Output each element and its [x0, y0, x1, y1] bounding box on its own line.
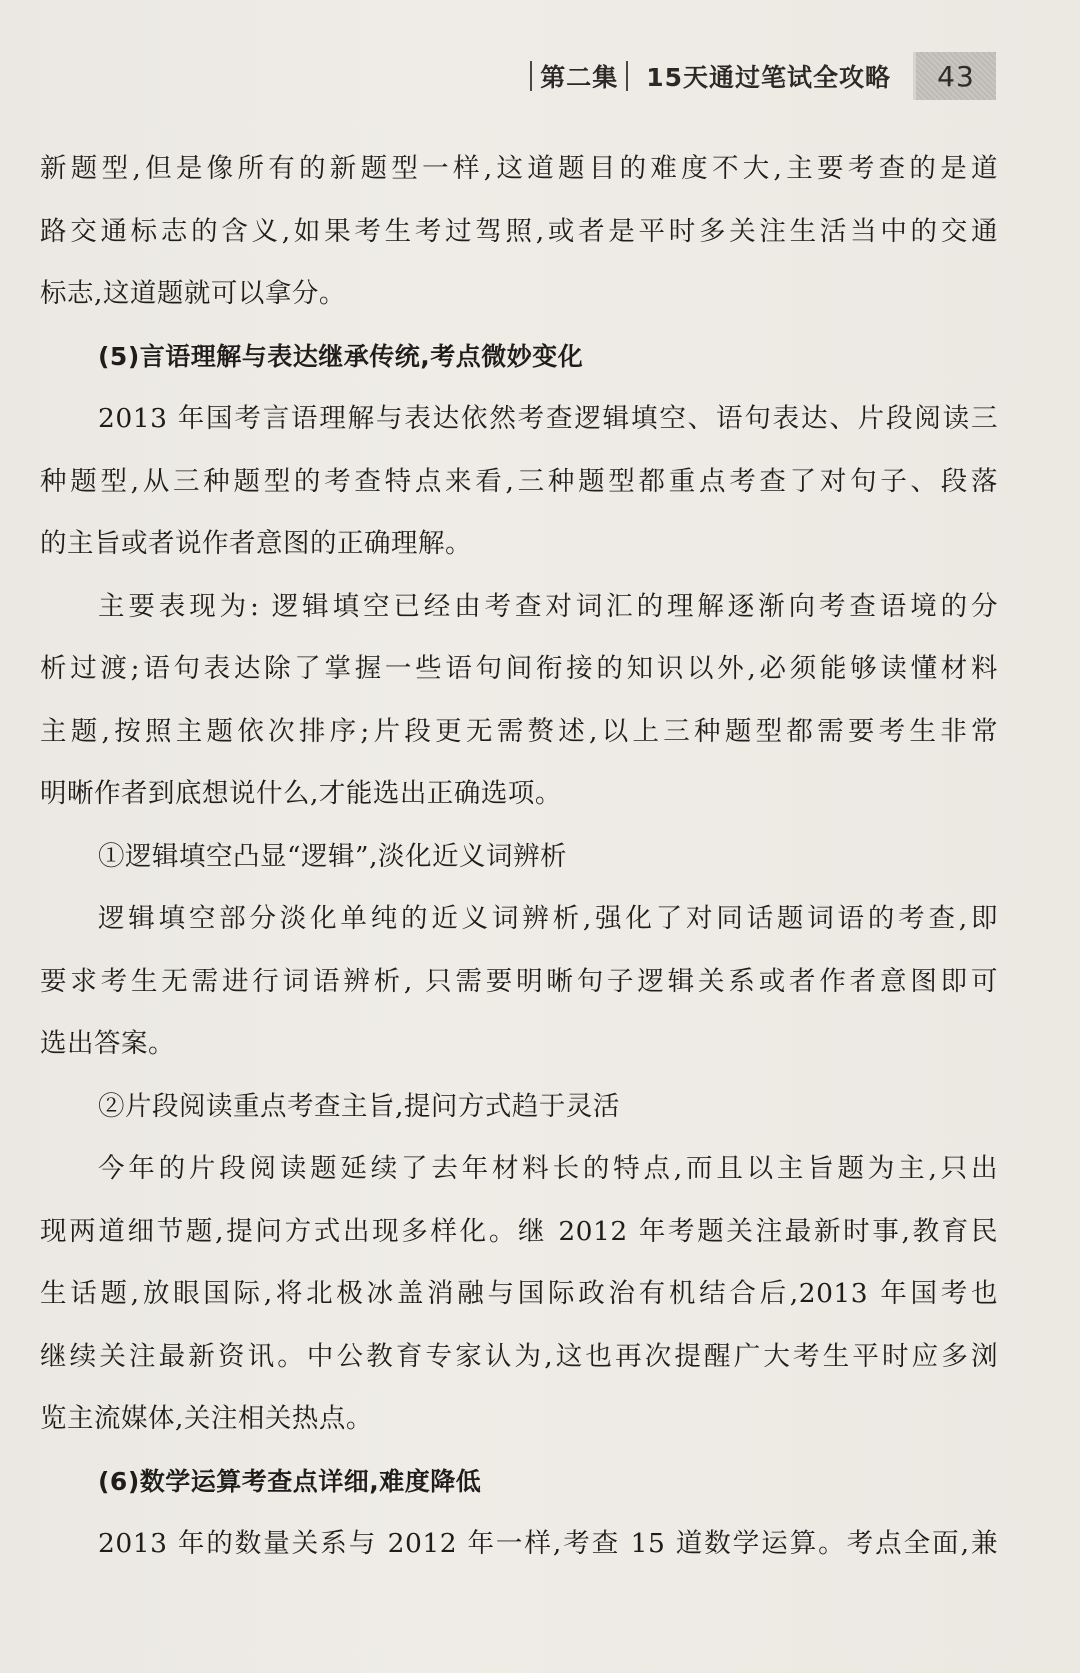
text-line: 种题型,从三种题型的考查特点来看,三种题型都重点考查了对句子、段落 — [40, 465, 998, 497]
text-line: 路交通标志的含义,如果考生考过驾照,或者是平时多关注生活当中的交通 — [40, 215, 998, 247]
section-heading: (5)言语理解与表达继承传统,考点微妙变化 — [98, 341, 584, 371]
text-line: 逻辑填空部分淡化单纯的近义词辨析,强化了对同话题词语的考查,即 — [98, 903, 998, 934]
subsection-heading: ②片段阅读重点考查主旨,提问方式趋于灵活 — [98, 1090, 620, 1122]
text-line: 明晰作者到底想说什么,才能选出正确选项。 — [40, 778, 562, 809]
text-line: 生话题,放眼国际,将北极冰盖消融与国际政治有机结合后,2013 年国考也 — [40, 1278, 998, 1309]
text-line: 览主流媒体,关注相关热点。 — [40, 1403, 373, 1434]
header-divider-left — [530, 61, 532, 91]
header-title: 15天通过笔试全攻略 — [646, 63, 891, 92]
text-line: 要求考生无需进行词语辨析, 只需要明晰句子逻辑关系或者作者意图即可 — [40, 965, 998, 997]
text-line: 主题,按照主题依次排序;片段更无需赘述,以上三种题型都需要考生非常 — [40, 715, 998, 747]
text-line: 选出答案。 — [40, 1028, 175, 1059]
text-line: 新题型,但是像所有的新题型一样,这道题目的难度不大,主要考查的是道 — [40, 153, 998, 184]
text-line: 今年的片段阅读题延续了去年材料长的特点,而且以主旨题为主,只出 — [98, 1153, 998, 1184]
text-line: 析过渡;语句表达除了掌握一些语句间衔接的知识以外,必须能够读懂材料 — [40, 653, 998, 684]
text-line: 主要表现为: 逻辑填空已经由考查对词汇的理解逐渐向考查语境的分 — [98, 590, 998, 622]
header-divider-right — [626, 61, 628, 91]
text-line: 2013 年的数量关系与 2012 年一样,考查 15 道数学运算。考点全面,兼 — [98, 1528, 998, 1559]
text-line: 现两道细节题,提问方式出现多样化。继 2012 年考题关注最新时事,教育民 — [40, 1215, 998, 1247]
text-line: 标志,这道题就可以拿分。 — [40, 278, 346, 309]
subsection-heading: ①逻辑填空凸显“逻辑”,淡化近义词辨析 — [98, 840, 568, 872]
text-line: 2013 年国考言语理解与表达依然考查逻辑填空、语句表达、片段阅读三 — [98, 403, 998, 434]
body-text — [40, 138, 998, 1576]
text-line: 的主旨或者说作者意图的正确理解。 — [40, 528, 472, 559]
header-section: 第二集 — [540, 63, 619, 92]
text-line: 继续关注最新资讯。中公教育专家认为,这也再次提醒广大考生平时应多浏 — [40, 1340, 998, 1372]
section-heading: (6)数学运算考查点详细,难度降低 — [98, 1466, 482, 1496]
page-number: 43 — [913, 52, 996, 100]
running-header — [522, 52, 996, 100]
